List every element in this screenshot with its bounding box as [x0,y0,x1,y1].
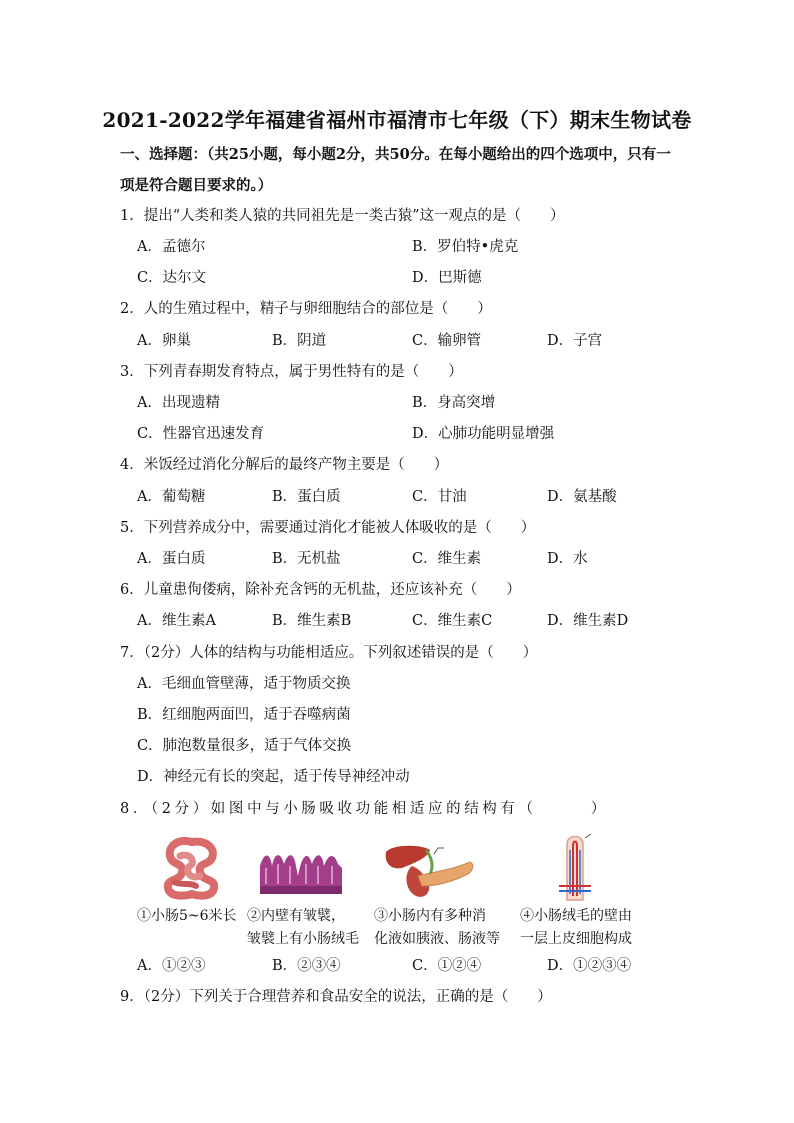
intestinal-folds-villi-image [258,846,344,896]
q3-option-d[interactable]: D．心肺功能明显增强 [412,426,555,442]
q4-option-c[interactable]: C．甘油 [412,489,467,505]
q8-option-a[interactable]: A．①②③ [137,958,206,974]
q7-option-d[interactable]: D．神经元有长的突起，适于传导神经冲动 [137,769,410,785]
q5-option-a[interactable]: A．蛋白质 [137,551,206,567]
q1-option-d[interactable]: D．巴斯德 [412,270,482,286]
q6-option-d[interactable]: D．维生素D [547,613,629,629]
q2-option-b[interactable]: B．阴道 [272,333,327,349]
figure-caption-2-line2: 皱襞上有小肠绒毛 [247,931,359,947]
q6-option-a[interactable]: A．维生素A [137,613,216,629]
figure-caption-4-line2: 一层上皮细胞构成 [520,931,632,947]
q5-option-b[interactable]: B．无机盐 [272,551,341,567]
q2-option-d[interactable]: D．子宫 [547,333,603,349]
q3-option-b[interactable]: B．身高突增 [412,395,496,411]
figure-caption-3-line2: 化液如胰液、肠液等 [374,931,500,947]
q7-option-a[interactable]: A．毛细血管壁薄，适于物质交换 [137,676,351,692]
q4-option-b[interactable]: B．蛋白质 [272,489,341,505]
figure-caption-2-line1: ②内壁有皱襞， [247,908,345,924]
digestive-glands-image [382,842,478,904]
figure-caption-3-line1: ③小肠内有多种消 [374,908,486,924]
q1-option-a[interactable]: A．孟德尔 [137,239,206,255]
section-heading-line1: 一、选择题：（共25小题，每小题2分，共50分。在每小题给出的四个选项中，只有一 [120,146,671,163]
q5-option-c[interactable]: C．维生素 [412,551,482,567]
q8-option-c[interactable]: C．①②④ [412,958,482,974]
question-2-stem: 2．人的生殖过程中，精子与卵细胞结合的部位是（ ） [120,301,492,317]
q7-option-c[interactable]: C．肺泡数量很多，适于气体交换 [137,738,352,754]
q2-option-a[interactable]: A．卵巢 [137,333,191,349]
q7-option-b[interactable]: B．红细胞两面凹，适于吞噬病菌 [137,707,351,723]
question-4-stem: 4．米饭经过消化分解后的最终产物主要是（ ） [120,457,449,473]
q3-option-c[interactable]: C．性器官迅速发育 [137,426,265,442]
q4-option-a[interactable]: A．葡萄糖 [137,489,206,505]
exam-title: 2021-2022学年福建省福州市福清市七年级（下）期末生物试卷 [102,108,692,132]
question-7-stem: 7．（2分）人体的结构与功能相适应。下列叙述错误的是（ ） [120,645,538,661]
question-8-stem: 8．（2分）如图中与小肠吸收功能相适应的结构有（ ） [120,801,609,817]
figure-caption-4-line1: ④小肠绒毛的壁由 [520,908,632,924]
section-heading-line2: 项是符合题目要求的。） [120,177,273,194]
q6-option-b[interactable]: B．维生素B [272,613,352,629]
q2-option-c[interactable]: C．输卵管 [412,333,482,349]
q3-option-a[interactable]: A．出现遗精 [137,395,220,411]
question-5-stem: 5．下列营养成分中，需要通过消化才能被人体吸收的是（ ） [120,520,536,536]
question-3-stem: 3．下列青春期发育特点，属于男性特有的是（ ） [120,364,463,380]
q4-option-d[interactable]: D．氨基酸 [547,489,617,505]
q1-option-b[interactable]: B．罗伯特•虎克 [412,239,519,255]
q8-option-d[interactable]: D．①②③④ [547,958,632,974]
question-1-stem: 1．提出“人类和类人猿的共同祖先是一类古猿”这一观点的是（ ） [120,208,565,224]
q5-option-d[interactable]: D．水 [547,551,588,567]
figure-caption-1: ①小肠5~6米长 [137,908,237,924]
small-intestine-coil-image [160,836,224,902]
q8-option-b[interactable]: B．②③④ [272,958,341,974]
q1-option-c[interactable]: C．达尔文 [137,270,207,286]
question-6-stem: 6．儿童患佝偻病，除补充含钙的无机盐，还应该补充（ ） [120,582,521,598]
q6-option-c[interactable]: C．维生素C [412,613,493,629]
question-9-stem: 9．（2分）下列关于合理营养和食品安全的说法，正确的是（ ） [120,989,552,1005]
villus-structure-image [555,830,595,902]
